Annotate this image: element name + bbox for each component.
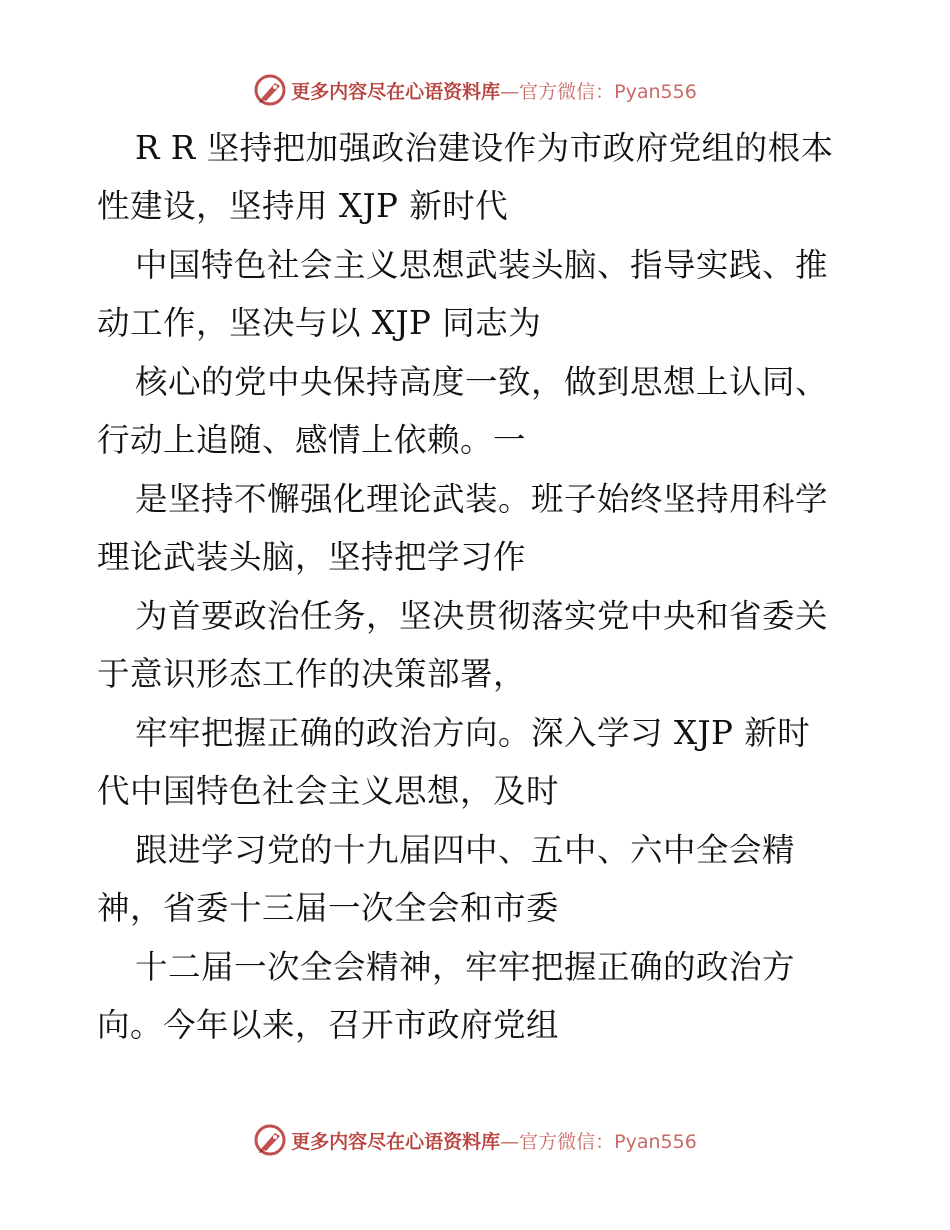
footer-banner <box>0 1120 950 1160</box>
text-line: 神，省委十三届一次全会和市委 <box>97 889 560 927</box>
pen-nib-logo-icon <box>253 1123 287 1157</box>
text-line: 于意识形态工作的决策部署， <box>97 655 527 693</box>
text-line: 行动上追随、感情上依赖。一 <box>97 421 527 459</box>
text-line: 向。今年以来，召开市政府党组 <box>97 1006 560 1044</box>
text-line: 理论武装头脑，坚持把学习作 <box>97 538 527 576</box>
text-line: 十二届一次全会精神，牢牢把握正确的政治方 <box>135 948 796 986</box>
text-line: 性建设，坚持用 XJP 新时代 <box>97 187 509 225</box>
banner-brand: 更多内容尽在心语资料库 <box>291 80 501 103</box>
text-line: 代中国特色社会主义思想，及时 <box>97 772 560 810</box>
banner-brand: 更多内容尽在心语资料库 <box>291 1130 501 1153</box>
text-line: 中国特色社会主义思想武装头脑、指导实践、推 <box>135 246 829 284</box>
text-line: 是坚持不懈强化理论武装。班子始终坚持用科学 <box>135 480 829 518</box>
text-line: 牢牢把握正确的政治方向。深入学习 XJP 新时 <box>135 714 811 752</box>
text-line: 动工作，坚决与以 XJP 同志为 <box>97 304 542 342</box>
banner-contact: 官方微信：Pyan556 <box>519 1130 697 1153</box>
text-line: 为首要政治任务，坚决贯彻落实党中央和省委关 <box>135 597 829 635</box>
banner-contact: 官方微信：Pyan556 <box>519 80 697 103</box>
banner-text <box>291 1127 697 1154</box>
banner-separator: — <box>500 1130 520 1153</box>
header-banner <box>0 70 950 110</box>
pen-nib-logo-icon <box>253 73 287 107</box>
text-line: 跟进学习党的十九届四中、五中、六中全会精 <box>135 831 796 869</box>
text-line: R R 坚持把加强政治建设作为市政府党组的根本 <box>135 129 834 167</box>
text-line: 核心的党中央保持高度一致，做到思想上认同、 <box>135 363 829 401</box>
banner-text <box>291 77 697 104</box>
banner-separator: — <box>500 80 520 103</box>
